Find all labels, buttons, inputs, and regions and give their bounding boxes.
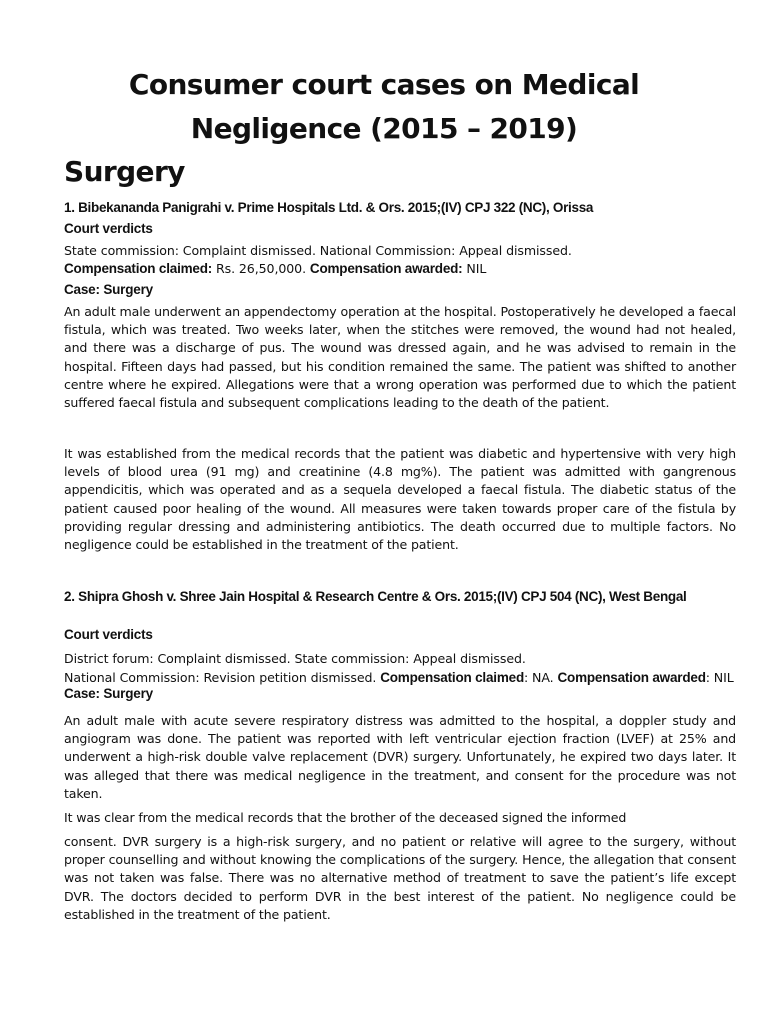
case-2-paragraph-1 xyxy=(64,712,736,803)
case-1-paragraph-2 xyxy=(64,445,736,554)
case-2-compensation-claimed-value: : NA. xyxy=(524,670,558,685)
case-2-verdict-text: District forum: Complaint dismissed. State commission: Appeal dismissed. xyxy=(64,651,526,666)
case-1-case-label: Case: Surgery xyxy=(64,282,153,297)
case-2-compensation-awarded-value: : NIL xyxy=(705,670,734,685)
document-title-line-2: Negligence (2015 – 2019) xyxy=(190,112,578,145)
case-2-paragraph-2-text: It was clear from the medical records that the brother of the deceased signed the informed xyxy=(64,810,627,825)
case-2-heading: 2. Shipra Ghosh v. Shree Jain Hospital & Research Centre & Ors. 2015;(IV) CPJ 504 (NC), West Bengal xyxy=(64,589,687,604)
case-2-court-verdicts-label: Court verdicts xyxy=(64,627,153,642)
case-2-revision-text: National Commission: Revision petition dismissed. xyxy=(64,670,381,685)
case-2-paragraph-3-text: consent. DVR surgery is a high-risk surgery, and no patient or relative will agree to the surgery, without proper counselling and without knowing the complications of the surgery. Hence, the allegation that consent was not taken was false. There was no alternative method of treatment to save the patient’s life except DVR. The doctors decided to perform DVR in the best interest of the patient. No negligence could be established in the treatment of the patient. xyxy=(64,834,736,922)
case-1-compensation-line xyxy=(64,261,736,276)
case-1-compensation-claimed-label: Compensation claimed: xyxy=(64,261,213,276)
section-heading: Surgery xyxy=(64,155,185,188)
case-1-compensation-awarded-value: NIL xyxy=(462,261,487,276)
case-1-paragraph-1-text: An adult male underwent an appendectomy operation at the hospital. Postoperatively he developed a faecal fistula, which was treated. Two weeks later, when the stitches were removed, the wound had not healed, and there was a discharge of pus. The wound was dressed again, and he was advised to remain in the hospital. Fifteen days had passed, but his condition remained the same. The patient was shifted to another centre where he expired. Allegations were that a wrong operation was performed due to which the patient suffered faecal fistula and subsequent complications leading to the death of the patient. xyxy=(64,304,736,411)
case-2-compensation-claimed-label: Compensation claimed xyxy=(380,670,524,685)
case-1-verdict-text: State commission: Complaint dismissed. National Commission: Appeal dismissed. xyxy=(64,243,572,258)
case-2-revision-line xyxy=(64,670,736,685)
case-1-compensation-claimed-value: Rs. 26,50,000. xyxy=(212,261,310,276)
case-1-paragraph-1 xyxy=(64,303,736,412)
case-2-paragraph-3 xyxy=(64,833,736,924)
document-title-line-1: Consumer court cases on Medical xyxy=(128,68,640,101)
case-1-court-verdicts-label: Court verdicts xyxy=(64,221,153,236)
case-2-case-label: Case: Surgery xyxy=(64,686,153,701)
case-2-paragraph-2 xyxy=(64,809,736,827)
case-2-paragraph-1-text: An adult male with acute severe respiratory distress was admitted to the hospital, a doppler study and angiogram was done. The patient was reported with left ventricular ejection fraction (LVEF) at 25% and underwent a high-risk double valve replacement (DVR) surgery. Unfortunately, he expired two days later. It was alleged that there was medical negligence in the treatment, and consent for the procedure was not taken. xyxy=(64,713,736,801)
case-1-paragraph-2-text: It was established from the medical records that the patient was diabetic and hypertensive with very high levels of blood urea (91 mg) and creatinine (4.8 mg%). The patient was admitted with gangrenous appendicitis, which was operated and as a sequela developed a faecal fistula. The diabetic status of the patient caused poor healing of the wound. All measures were taken towards proper care of the fistula by providing regular dressing and administering antibiotics. The death occurred due to multiple factors. No negligence could be established in the treatment of the patient. xyxy=(64,446,736,553)
case-1-compensation-awarded-label: Compensation awarded: xyxy=(309,261,463,276)
case-1-heading: 1. Bibekananda Panigrahi v. Prime Hospitals Ltd. & Ors. 2015;(IV) CPJ 322 (NC), Orissa xyxy=(64,200,594,215)
case-2-compensation-awarded-label: Compensation awarded xyxy=(557,670,706,685)
